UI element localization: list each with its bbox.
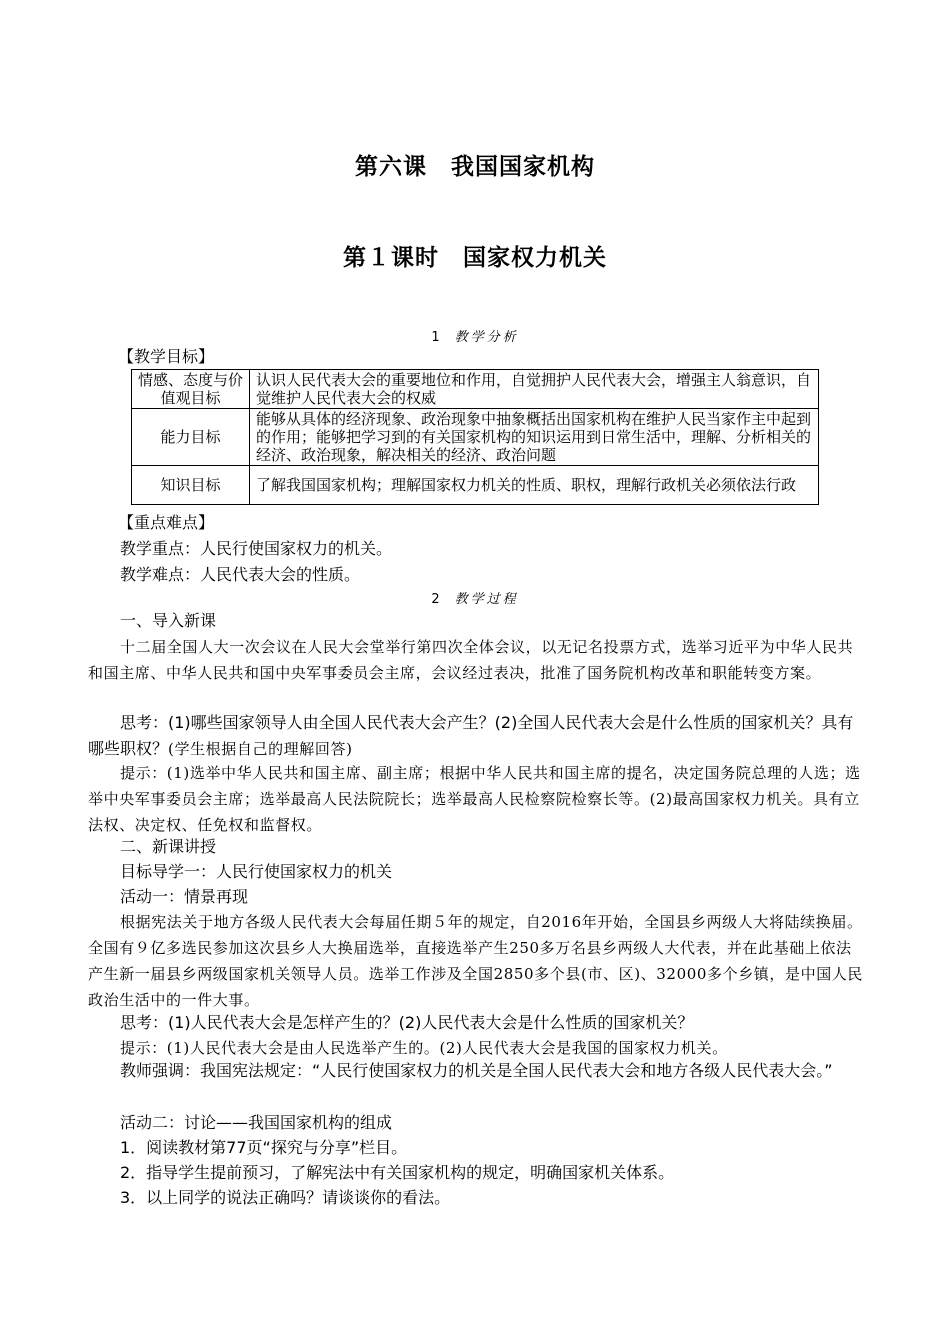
goal-text: 了解我国国家机构；理解国家权力机关的性质、职权，理解行政机关必须依法行政 — [250, 466, 819, 505]
table-row — [132, 370, 819, 409]
lesson-title: 第六课 我国国家机构 — [355, 154, 595, 180]
teacher-emphasis: 教师强调：我国宪法规定：“人民行使国家权力的机关是全国人民代表大会和地方各级人民代表大会。” — [120, 1061, 833, 1080]
part1-heading: 一、导入新课 — [120, 611, 217, 630]
section-heading-process — [0, 588, 950, 607]
step-item: 2．指导学生提前预习，了解宪法中有关国家机构的规定，明确国家机关体系。 — [120, 1163, 675, 1182]
period-title: 第１课时 国家权力机关 — [343, 245, 607, 271]
intro-paragraph: 十二届全国人大一次会议在人民大会堂举行第四次全体会议，以无记名投票方式，选举习近平为中华人民共和国主席、中华人民共和国中央军事委员会主席，会议经过表决，批准了国务院机构改革和职能转变方案。 — [88, 638, 854, 682]
activity-1: 活动一：情景再现 — [120, 887, 249, 906]
section-heading-analysis — [0, 326, 950, 345]
goal-label: 知识目标 — [132, 466, 250, 505]
think-question-note: (学生根据自己的理解回答) — [168, 740, 353, 758]
table-row — [132, 466, 819, 505]
hint-2: 提示：(1)人民代表大会是由人民选举产生的。(2)人民代表大会是我国的国家权力机关。 — [120, 1039, 728, 1057]
goal-text: 能够从具体的经济现象、政治现象中抽象概括出国家机构在维护人民当家作主中起到的作用；能够把学习到的有关国家机构的知识运用到日常生活中，理解、分析相关的经济、政治现象，解决相关的经济、政治问题 — [250, 409, 819, 466]
section-number: 2 — [431, 592, 443, 607]
section-label: 教学过程 — [454, 592, 519, 607]
step-item: 3．以上同学的说法正确吗？请谈谈你的看法。 — [120, 1188, 451, 1207]
step-item: 1．阅读教材第77页“探究与分享”栏目。 — [120, 1138, 408, 1157]
table-row — [132, 409, 819, 466]
activity-2: 活动二：讨论——我国国家机构的组成 — [120, 1113, 393, 1132]
think-question-1 — [88, 710, 866, 762]
hint-1: 提示：(1)选举中华人民共和国主席、副主席；根据中华人民共和国主席的提名，决定国务院总理的人选；选举中央军事委员会主席；选举最高人民法院院长；选举最高人民检察院检察长等。(2)最高国家权力机关。具有立法权、决定权、任免权和监督权。 — [88, 764, 861, 834]
goals-heading: 【教学目标】 — [118, 347, 215, 366]
goal-guide-1: 目标导学一：人民行使国家权力的机关 — [120, 862, 393, 881]
think-question-text: 思考：(1)哪些国家领导人由全国人民代表大会产生？(2)全国人民代表大会是什么性质的国家机关？具有哪些职权？ — [88, 713, 854, 758]
goal-text: 认识人民代表大会的重要地位和作用，自觉拥护人民代表大会，增强主人翁意识，自觉维护人民代表大会的权威 — [250, 370, 819, 409]
scene-paragraph: 根据宪法关于地方各级人民代表大会每届任期５年的规定，自2016年开始，全国县乡两级人大将陆续换届。全国有９亿多选民参加这次县乡人大换届选举，直接选举产生250多万名县乡两级人大代表，并在此基础上依法产生新一届县乡两级国家机关领导人员。选举工作涉及全国2850多个县(市、区)、32000多个乡镇，是中国人民政治生活中的一件大事。 — [88, 913, 863, 1009]
section-label: 教学分析 — [454, 330, 519, 345]
goal-label: 能力目标 — [132, 409, 250, 466]
keypoints-heading: 【重点难点】 — [118, 513, 215, 532]
teaching-goals-table — [131, 369, 819, 505]
goal-label: 情感、态度与价值观目标 — [132, 370, 250, 409]
part2-heading: 二、新课讲授 — [120, 837, 217, 856]
think-question-2: 思考：(1)人民代表大会是怎样产生的？(2)人民代表大会是什么性质的国家机关？ — [120, 1013, 694, 1032]
key-point: 教学重点：人民行使国家权力的机关。 — [120, 539, 393, 558]
section-number: 1 — [431, 330, 443, 345]
difficult-point: 教学难点：人民代表大会的性质。 — [120, 565, 361, 584]
